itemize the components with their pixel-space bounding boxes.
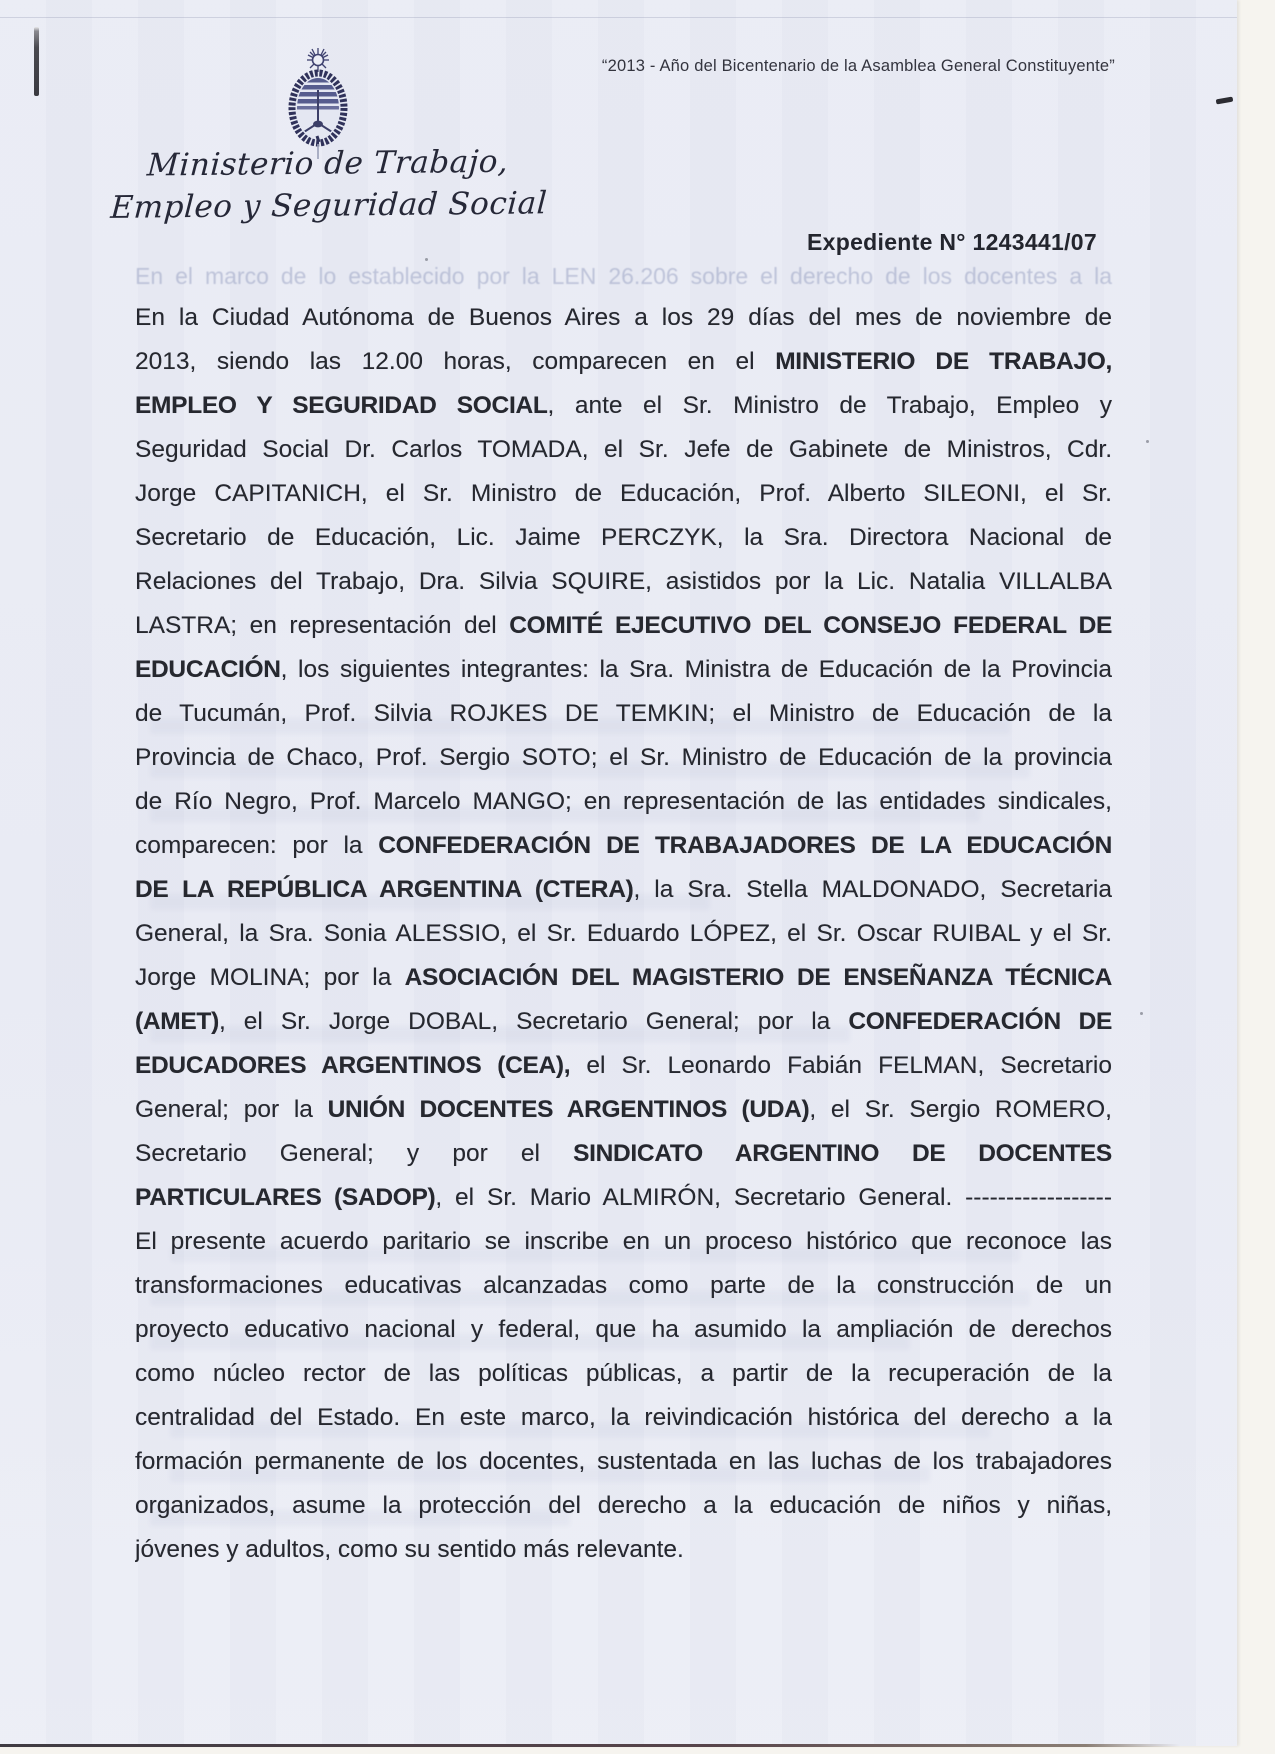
body-text: Provincia de Chaco, Prof. Sergio SOTO; el Sr. Ministro de Educación de la provincia	[135, 744, 1112, 771]
body-line	[135, 956, 1112, 1000]
body-text: formación permanente de los docentes, sustentada en las luchas de los trabajadores	[135, 1448, 1112, 1475]
body-line	[135, 604, 1112, 648]
body-line	[135, 560, 1112, 604]
body-line	[135, 1484, 1112, 1528]
body-line	[135, 340, 1112, 384]
body-text: LASTRA; en representación del	[135, 612, 510, 639]
body-text: , el Sr. Mario ALMIRÓN, Secretario General. ------------------	[435, 1184, 1112, 1211]
body-paragraph	[135, 296, 1112, 1572]
body-line	[135, 824, 1112, 868]
body-text: , los siguientes integrantes: la Sra. Ministra de Educación de la Provincia	[280, 656, 1112, 683]
body-text: Jorge CAPITANICH, el Sr. Ministro de Educación, Prof. Alberto SILEONI, el Sr.	[135, 480, 1112, 507]
body-line	[135, 1088, 1112, 1132]
body-text: General, la Sra. Sonia ALESSIO, el Sr. Eduardo LÓPEZ, el Sr. Oscar RUIBAL y el Sr.	[135, 920, 1112, 947]
scan-crease	[0, 17, 1237, 18]
body-text: el Sr. Leonardo Fabián FELMAN, Secretario	[570, 1052, 1112, 1079]
scan-speck	[425, 258, 428, 261]
header-year-quote: “2013 - Año del Bicentenario de la Asamblea General Constituyente”	[601, 57, 1115, 75]
body-text: comparecen: por la	[135, 832, 379, 859]
body-line	[135, 1440, 1112, 1484]
body-text-bold: DE LA REPÚBLICA ARGENTINA (CTERA)	[135, 876, 634, 903]
body-line	[135, 1044, 1112, 1088]
body-text-bold: EMPLEO Y SEGURIDAD SOCIAL	[135, 392, 548, 419]
body-text-bold: MINISTERIO DE TRABAJO,	[775, 348, 1112, 375]
body-text: transformaciones educativas alcanzadas como parte de la construcción de un	[135, 1272, 1112, 1299]
body-line	[135, 1308, 1112, 1352]
ministry-name-line2: Empleo y Seguridad Social	[109, 185, 549, 226]
body-text-bold: UNIÓN DOCENTES ARGENTINOS (UDA)	[327, 1096, 810, 1123]
body-line	[135, 648, 1112, 692]
body-line	[135, 868, 1112, 912]
body-text: centralidad del Estado. En este marco, la reivindicación histórica del derecho a la	[135, 1404, 1112, 1431]
body-text: Seguridad Social Dr. Carlos TOMADA, el Sr. Jefe de Gabinete de Ministros, Cdr.	[135, 436, 1112, 463]
body-text: organizados, asume la protección del derecho a la educación de niños y niñas,	[135, 1492, 1112, 1519]
body-line	[135, 1220, 1112, 1264]
body-text-bold: ASOCIACIÓN DEL MAGISTERIO DE ENSEÑANZA TÉCNICA	[404, 964, 1112, 991]
body-text: 2013, siendo las 12.00 horas, comparecen en el	[135, 348, 776, 375]
body-text: Relaciones del Trabajo, Dra. Silvia SQUIRE, asistidos por la Lic. Natalia VILLALBA	[135, 568, 1112, 595]
body-line	[135, 1396, 1112, 1440]
body-text-bold: (AMET)	[135, 1008, 219, 1035]
body-text-bold: EDUCACIÓN	[135, 656, 281, 683]
body-text: , ante el Sr. Ministro de Trabajo, Empleo y	[547, 392, 1112, 419]
body-line	[135, 384, 1112, 428]
body-text-bold: PARTICULARES (SADOP)	[135, 1184, 436, 1211]
body-text: proyecto educativo nacional y federal, que ha asumido la ampliación de derechos	[135, 1316, 1112, 1343]
body-text-bold: CONFEDERACIÓN DE	[848, 1008, 1112, 1035]
body-text: de Río Negro, Prof. Marcelo MANGO; en representación de las entidades sindicales,	[135, 788, 1112, 815]
body-text-bold: COMITÉ EJECUTIVO DEL CONSEJO FEDERAL DE	[509, 612, 1112, 639]
body-text: Jorge MOLINA; por la	[135, 964, 405, 991]
body-text: General; por la	[135, 1096, 328, 1123]
scan-speck	[1140, 1012, 1143, 1015]
body-text: jóvenes y adultos, como su sentido más relevante.	[135, 1536, 684, 1563]
body-line	[135, 912, 1112, 956]
body-text: Secretario de Educación, Lic. Jaime PERCZYK, la Sra. Directora Nacional de	[135, 524, 1112, 551]
body-line	[135, 692, 1112, 736]
body-text: como núcleo rector de las políticas públicas, a partir de la recuperación de la	[135, 1360, 1112, 1387]
body-text: Secretario General; y por el	[135, 1140, 574, 1167]
body-line	[135, 472, 1112, 516]
body-text: , el Sr. Sergio ROMERO,	[809, 1096, 1112, 1123]
body-line	[135, 1352, 1112, 1396]
body-line	[135, 736, 1112, 780]
body-text-bold: CONFEDERACIÓN DE TRABAJADORES DE LA EDUCACIÓN	[378, 832, 1112, 859]
body-text: de Tucumán, Prof. Silvia ROJKES DE TEMKIN; el Ministro de Educación de la	[135, 700, 1112, 727]
body-text: El presente acuerdo paritario se inscribe en un proceso histórico que reconoce las	[135, 1228, 1112, 1255]
body-line	[135, 1132, 1112, 1176]
body-line	[135, 1000, 1112, 1044]
bleed-through-text: En el marco de lo establecido por la LEN 26.206 sobre el derecho de los docentes a la	[135, 263, 1112, 289]
argentina-coat-of-arms-icon	[280, 46, 356, 160]
body-line	[135, 1176, 1112, 1220]
page-bottom-edge	[0, 1744, 1180, 1747]
expediente-number: Expediente N° 1243441/07	[806, 229, 1097, 255]
body-text: , el Sr. Jorge DOBAL, Secretario General; por la	[218, 1008, 849, 1035]
body-line	[135, 780, 1112, 824]
ministry-name-line1: Ministerio de Trabajo,	[146, 143, 510, 184]
staple-mark	[34, 27, 39, 96]
body-line	[135, 516, 1112, 560]
body-line	[135, 296, 1112, 340]
body-text: En la Ciudad Autónoma de Buenos Aires a los 29 días del mes de noviembre de	[135, 304, 1112, 331]
body-text: , la Sra. Stella MALDONADO, Secretaria	[633, 876, 1112, 903]
pen-mark	[1216, 97, 1234, 105]
ministry-name	[109, 143, 549, 226]
body-text-bold: SINDICATO ARGENTINO DE DOCENTES	[573, 1140, 1112, 1167]
body-line	[135, 1528, 1112, 1572]
body-line	[135, 428, 1112, 472]
body-text-bold: EDUCADORES ARGENTINOS (CEA),	[135, 1052, 571, 1079]
body-line	[135, 1264, 1112, 1308]
scan-speck	[1146, 440, 1149, 443]
